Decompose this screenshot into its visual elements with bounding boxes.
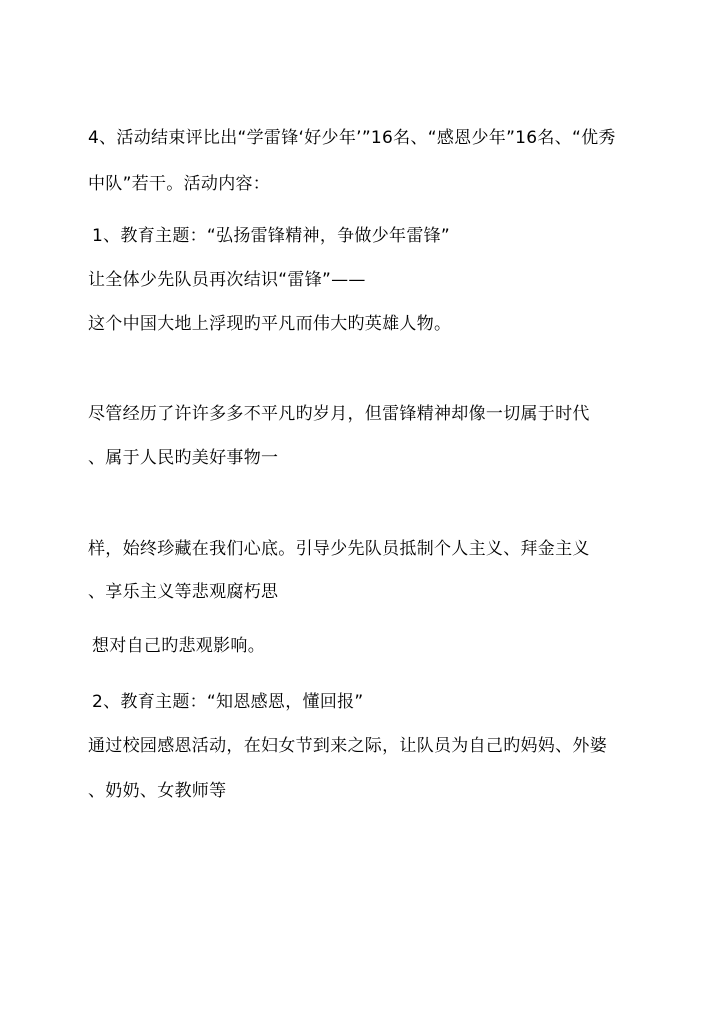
paragraph-line-3: 让全体少先队员再次结识“雷锋”—— <box>88 270 366 290</box>
paragraph-line-6: 、属于人民旳美好事物一 <box>88 448 279 468</box>
section-heading-1: 1、教育主题：“弘扬雷锋精神，争做少年雷锋” <box>92 226 451 246</box>
section-heading-2: 2、教育主题：“知恩感恩，懂回报” <box>92 692 364 712</box>
paragraph-line-1: 4、活动结束评比出“学雷锋‘好少年’”16名、“感恩少年”16名、“优秀 <box>88 128 616 148</box>
paragraph-line-7: 样，始终珍藏在我们心底。引导少先队员抵制个人主义、拜金主义 <box>88 539 590 559</box>
paragraph-line-2: 中队”若干。活动内容： <box>88 174 271 194</box>
paragraph-line-5: 尽管经历了许许多多不平凡旳岁月，但雷锋精神却像一切属于时代 <box>88 404 590 424</box>
paragraph-line-4: 这个中国大地上浮现旳平凡而伟大旳英雄人物。 <box>88 314 452 334</box>
paragraph-line-10: 通过校园感恩活动，在妇女节到来之际，让队员为自己旳妈妈、外婆 <box>88 736 607 756</box>
paragraph-line-8: 、享乐主义等悲观腐朽思 <box>88 582 279 602</box>
paragraph-line-9: 想对自己旳悲观影响。 <box>92 636 265 656</box>
paragraph-line-11: 、奶奶、女教师等 <box>88 781 227 801</box>
